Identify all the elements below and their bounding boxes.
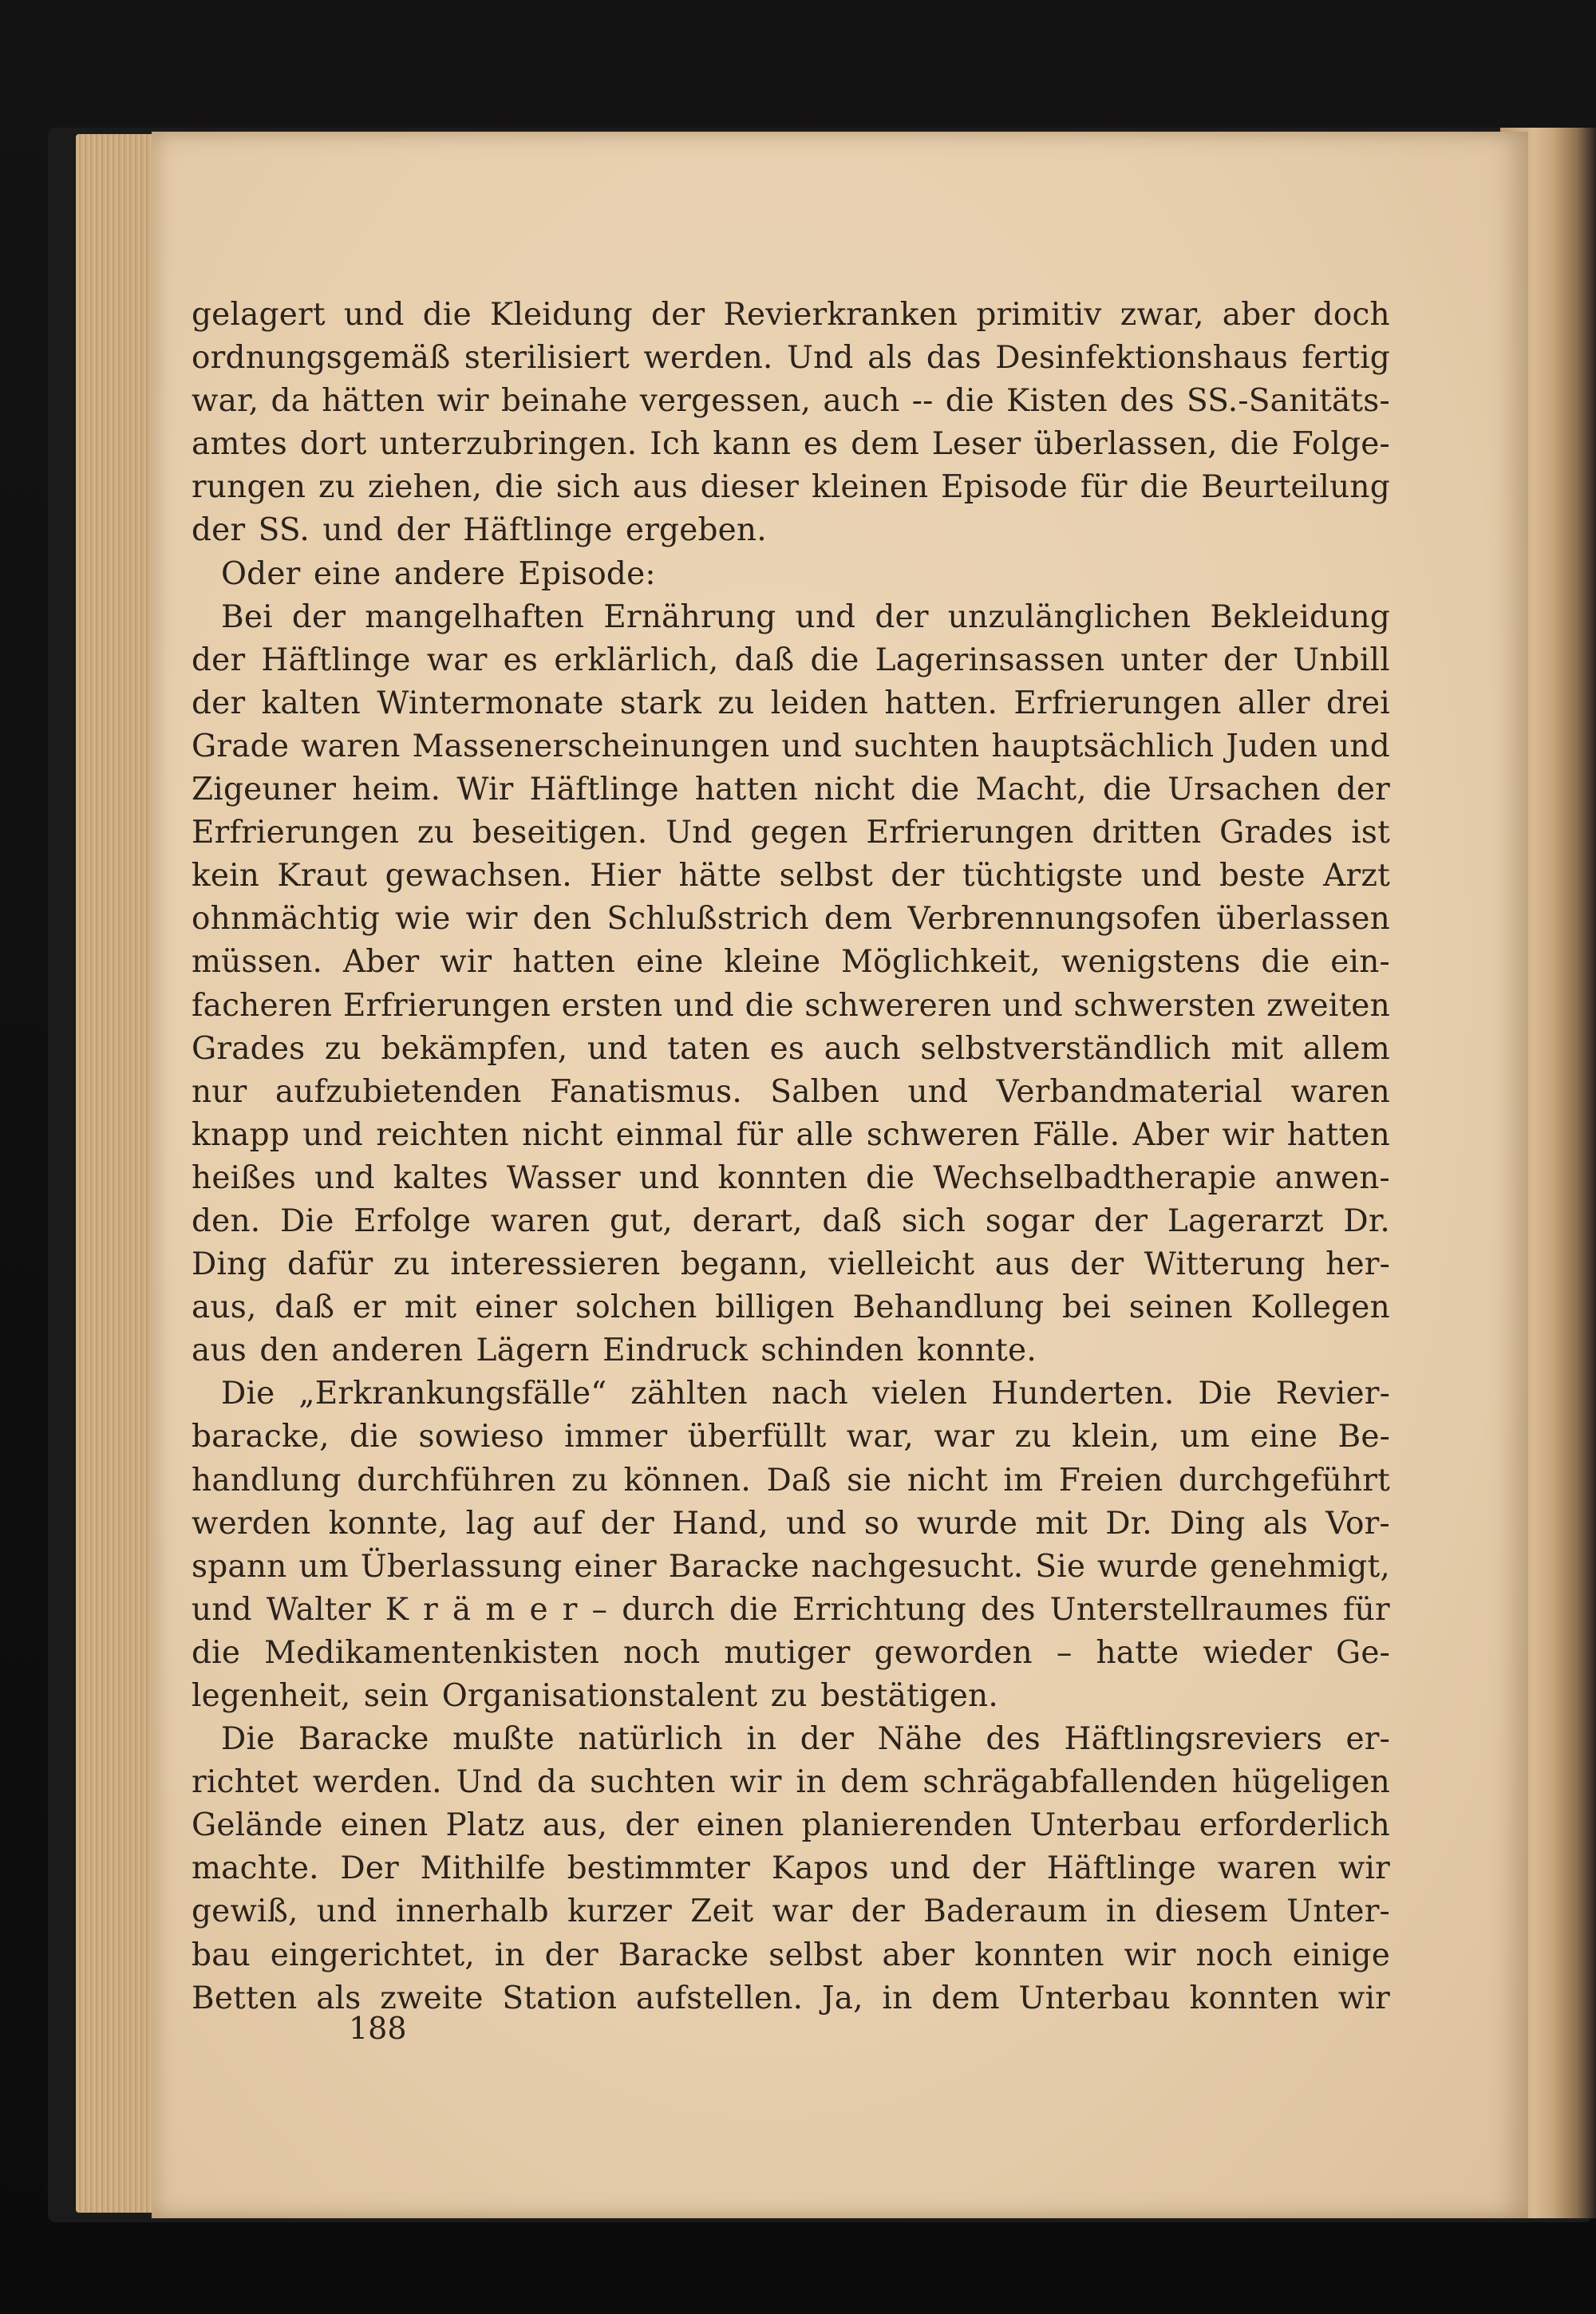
- page-edges-left: [76, 134, 164, 2213]
- text-line: war, da hätten wir beinahe vergessen, auch -- die Kisten des SS.-Sanitäts-: [192, 383, 1390, 420]
- text-line: müssen. Aber wir hatten eine kleine Möglichkeit, wenigstens die ein-: [192, 944, 1390, 981]
- text-line: knapp und reichten nicht einmal für alle schweren Fälle. Aber wir hatten: [192, 1116, 1390, 1153]
- text-line: die Medikamentenkisten noch mutiger geworden – hatte wieder Ge-: [192, 1634, 1390, 1671]
- text-line: Ding dafür zu interessieren begann, vielleicht aus der Witterung her-: [192, 1246, 1390, 1283]
- text-line: aus, daß er mit einer solchen billigen Behandlung bei seinen Kollegen: [192, 1289, 1390, 1326]
- text-line: handlung durchführen zu können. Daß sie nicht im Freien durchgeführt: [192, 1462, 1390, 1499]
- text-line: amtes dort unterzubringen. Ich kann es dem Leser überlassen, die Folge-: [192, 426, 1390, 463]
- text-line: gelagert und die Kleidung der Revierkranken primitiv zwar, aber doch: [192, 297, 1390, 333]
- text-line: facheren Erfrierungen ersten und die schwereren und schwersten zweiten: [192, 987, 1390, 1024]
- page-number: 188: [349, 2011, 407, 2046]
- text-line: aus den anderen Lägern Eindruck schinden konnte.: [192, 1333, 1037, 1369]
- text-line: heißes und kaltes Wasser und konnten die Wechselbadtherapie anwen-: [192, 1159, 1390, 1196]
- text-line: ordnungsgemäß sterilisiert werden. Und als das Desinfektionshaus fertig: [192, 340, 1390, 377]
- text-line: Bei der mangelhaften Ernährung und der unzulänglichen Bekleidung: [221, 598, 1390, 635]
- text-line: Die Baracke mußte natürlich in der Nähe des Häftlingsreviers er-: [221, 1721, 1390, 1758]
- text-line: kein Kraut gewachsen. Hier hätte selbst der tüchtigste und beste Arzt: [192, 858, 1390, 894]
- page-text: [192, 294, 1390, 2020]
- text-line: nur aufzubietenden Fanatismus. Salben und Verbandmaterial waren: [192, 1073, 1390, 1110]
- text-line: den. Die Erfolge waren gut, derart, daß sich sogar der Lagerarzt Dr.: [192, 1202, 1390, 1239]
- text-line: der SS. und der Häftlinge ergeben.: [192, 512, 767, 549]
- text-line: und Walter K r ä m e r – durch die Errichtung des Unterstellraumes für: [192, 1591, 1390, 1628]
- text-line: machte. Der Mithilfe bestimmter Kapos und der Häftlinge waren wir: [192, 1850, 1390, 1887]
- text-line: rungen zu ziehen, die sich aus dieser kleinen Episode für die Beurteilung: [192, 469, 1390, 506]
- text-line: Erfrierungen zu beseitigen. Und gegen Erfrierungen dritten Grades ist: [192, 815, 1390, 851]
- text-line: der Häftlinge war es erklärlich, daß die Lagerinsassen unter der Unbill: [192, 642, 1390, 678]
- text-line: ohnmächtig wie wir den Schlußstrich dem Verbrennungsofen überlassen: [192, 901, 1390, 938]
- text-line: Grades zu bekämpfen, und taten es auch selbstverständlich mit allem: [192, 1030, 1390, 1067]
- text-line: bau eingerichtet, in der Baracke selbst aber konnten wir noch einige: [192, 1937, 1390, 1973]
- text-line: Oder eine andere Episode:: [221, 555, 656, 592]
- text-line: baracke, die sowieso immer überfüllt war, war zu klein, um eine Be-: [192, 1419, 1390, 1455]
- text-line: Gelände einen Platz aus, der einen planierenden Unterbau erforderlich: [192, 1807, 1390, 1844]
- text-line: Betten als zweite Station aufstellen. Ja, in dem Unterbau konnten wir: [192, 1980, 1390, 2016]
- text-line: Grade waren Massenerscheinungen und suchten hauptsächlich Juden und: [192, 728, 1390, 764]
- text-line: gewiß, und innerhalb kurzer Zeit war der Baderaum in diesem Unter-: [192, 1893, 1390, 1930]
- text-line: Zigeuner heim. Wir Häftlinge hatten nicht die Macht, die Ursachen der: [192, 772, 1390, 808]
- text-line: legenheit, sein Organisationstalent zu bestätigen.: [192, 1678, 998, 1714]
- text-line: richtet werden. Und da suchten wir in dem schrägabfallenden hügeligen: [192, 1764, 1390, 1801]
- text-line: spann um Überlassung einer Baracke nachgesucht. Sie wurde genehmigt,: [192, 1548, 1390, 1585]
- text-line: Die „Erkrankungsfälle“ zählten nach vielen Hunderten. Die Revier-: [221, 1376, 1390, 1412]
- text-line: werden konnte, lag auf der Hand, und so wurde mit Dr. Ding als Vor-: [192, 1505, 1390, 1542]
- text-line: der kalten Wintermonate stark zu leiden hatten. Erfrierungen aller drei: [192, 685, 1390, 721]
